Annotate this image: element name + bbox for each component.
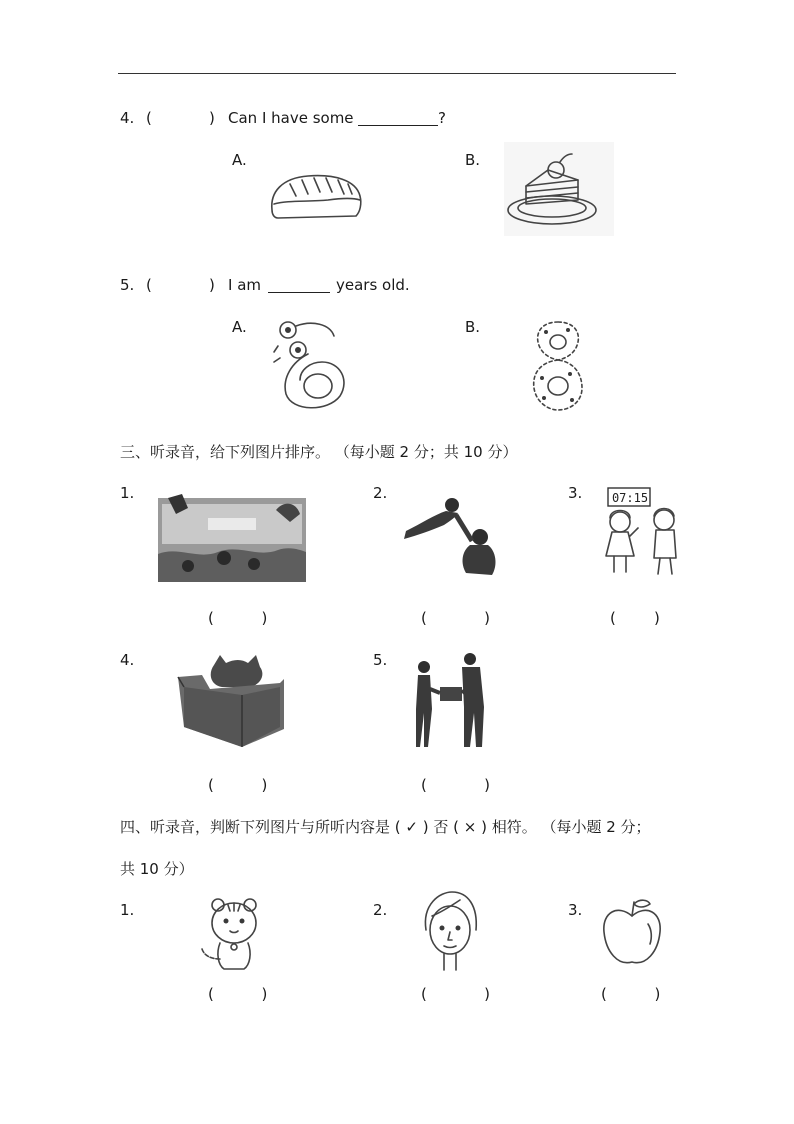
s3-item4-number: 4. — [120, 651, 135, 669]
s3-item2-number: 2. — [373, 484, 388, 502]
top-rule — [118, 73, 676, 74]
s4-item2-number: 2. — [373, 901, 388, 919]
q5-number: 5. — [120, 276, 135, 294]
section4-heading-line1: 四、听录音，判断下列图片与所听内容是 ( ✓ ) 否 ( × ) 相符。 （每小题 2 分； — [120, 818, 651, 836]
s3-item4-answer[interactable]: ( ) — [208, 776, 268, 794]
q4-blank[interactable] — [358, 111, 438, 126]
s3-item1-number: 1. — [120, 484, 135, 502]
cat-in-box-picture[interactable] — [176, 653, 286, 749]
q4-number: 4. — [120, 109, 135, 127]
q5-option-b-label: B. — [465, 318, 481, 336]
q4-option-a-label: A. — [232, 151, 247, 169]
q4-answer-slot[interactable] — [156, 108, 206, 128]
q5-option-a-label: A. — [232, 318, 247, 336]
girl-face-icon[interactable] — [420, 890, 480, 972]
s3-item3-number: 3. — [568, 484, 583, 502]
number-eight-donut-icon[interactable] — [528, 318, 588, 414]
s4-item1-number: 1. — [120, 901, 135, 919]
s3-item1-answer[interactable]: ( ) — [208, 609, 268, 627]
q5-text-before: I am — [228, 276, 261, 294]
q5-paren-close: ) — [209, 276, 215, 294]
tiger-cub-icon[interactable] — [198, 895, 270, 975]
s3-item5-answer[interactable]: ( ) — [421, 776, 490, 794]
q4-paren-close: ) — [209, 109, 215, 127]
giving-gift-picture[interactable] — [410, 653, 492, 749]
s3-item5-number: 5. — [373, 651, 388, 669]
zoo-scene-picture[interactable] — [158, 494, 306, 586]
clock-display: 07:15 — [611, 491, 649, 505]
s4-item1-answer[interactable]: ( ) — [208, 985, 268, 1003]
q5-blank[interactable] — [268, 278, 330, 293]
q5-answer-slot[interactable] — [156, 275, 206, 295]
s4-item3-number: 3. — [568, 901, 583, 919]
section3-heading: 三、听录音，给下列图片排序。 （每小题 2 分；共 10 分） — [120, 443, 518, 461]
q4-question-mark: ? — [438, 109, 446, 127]
q4-option-b-label: B. — [465, 151, 481, 169]
section4-heading-line2: 共 10 分） — [120, 860, 194, 878]
s4-item2-answer[interactable]: ( ) — [421, 985, 490, 1003]
q4-paren-open: ( — [146, 109, 152, 127]
apple-icon[interactable] — [600, 896, 664, 968]
number-six-creature-icon[interactable] — [270, 318, 352, 414]
q5-paren-open: ( — [146, 276, 152, 294]
q4-question-text: Can I have some — [228, 109, 354, 127]
s3-item2-answer[interactable]: ( ) — [421, 609, 490, 627]
child-crawling-picture[interactable] — [400, 497, 500, 579]
q5-text-after: years old. — [336, 276, 410, 294]
cake-icon[interactable] — [504, 142, 614, 236]
bread-icon[interactable] — [268, 170, 364, 222]
s3-item3-answer[interactable]: ( ) — [610, 609, 660, 627]
s4-item3-answer[interactable]: ( ) — [601, 985, 661, 1003]
